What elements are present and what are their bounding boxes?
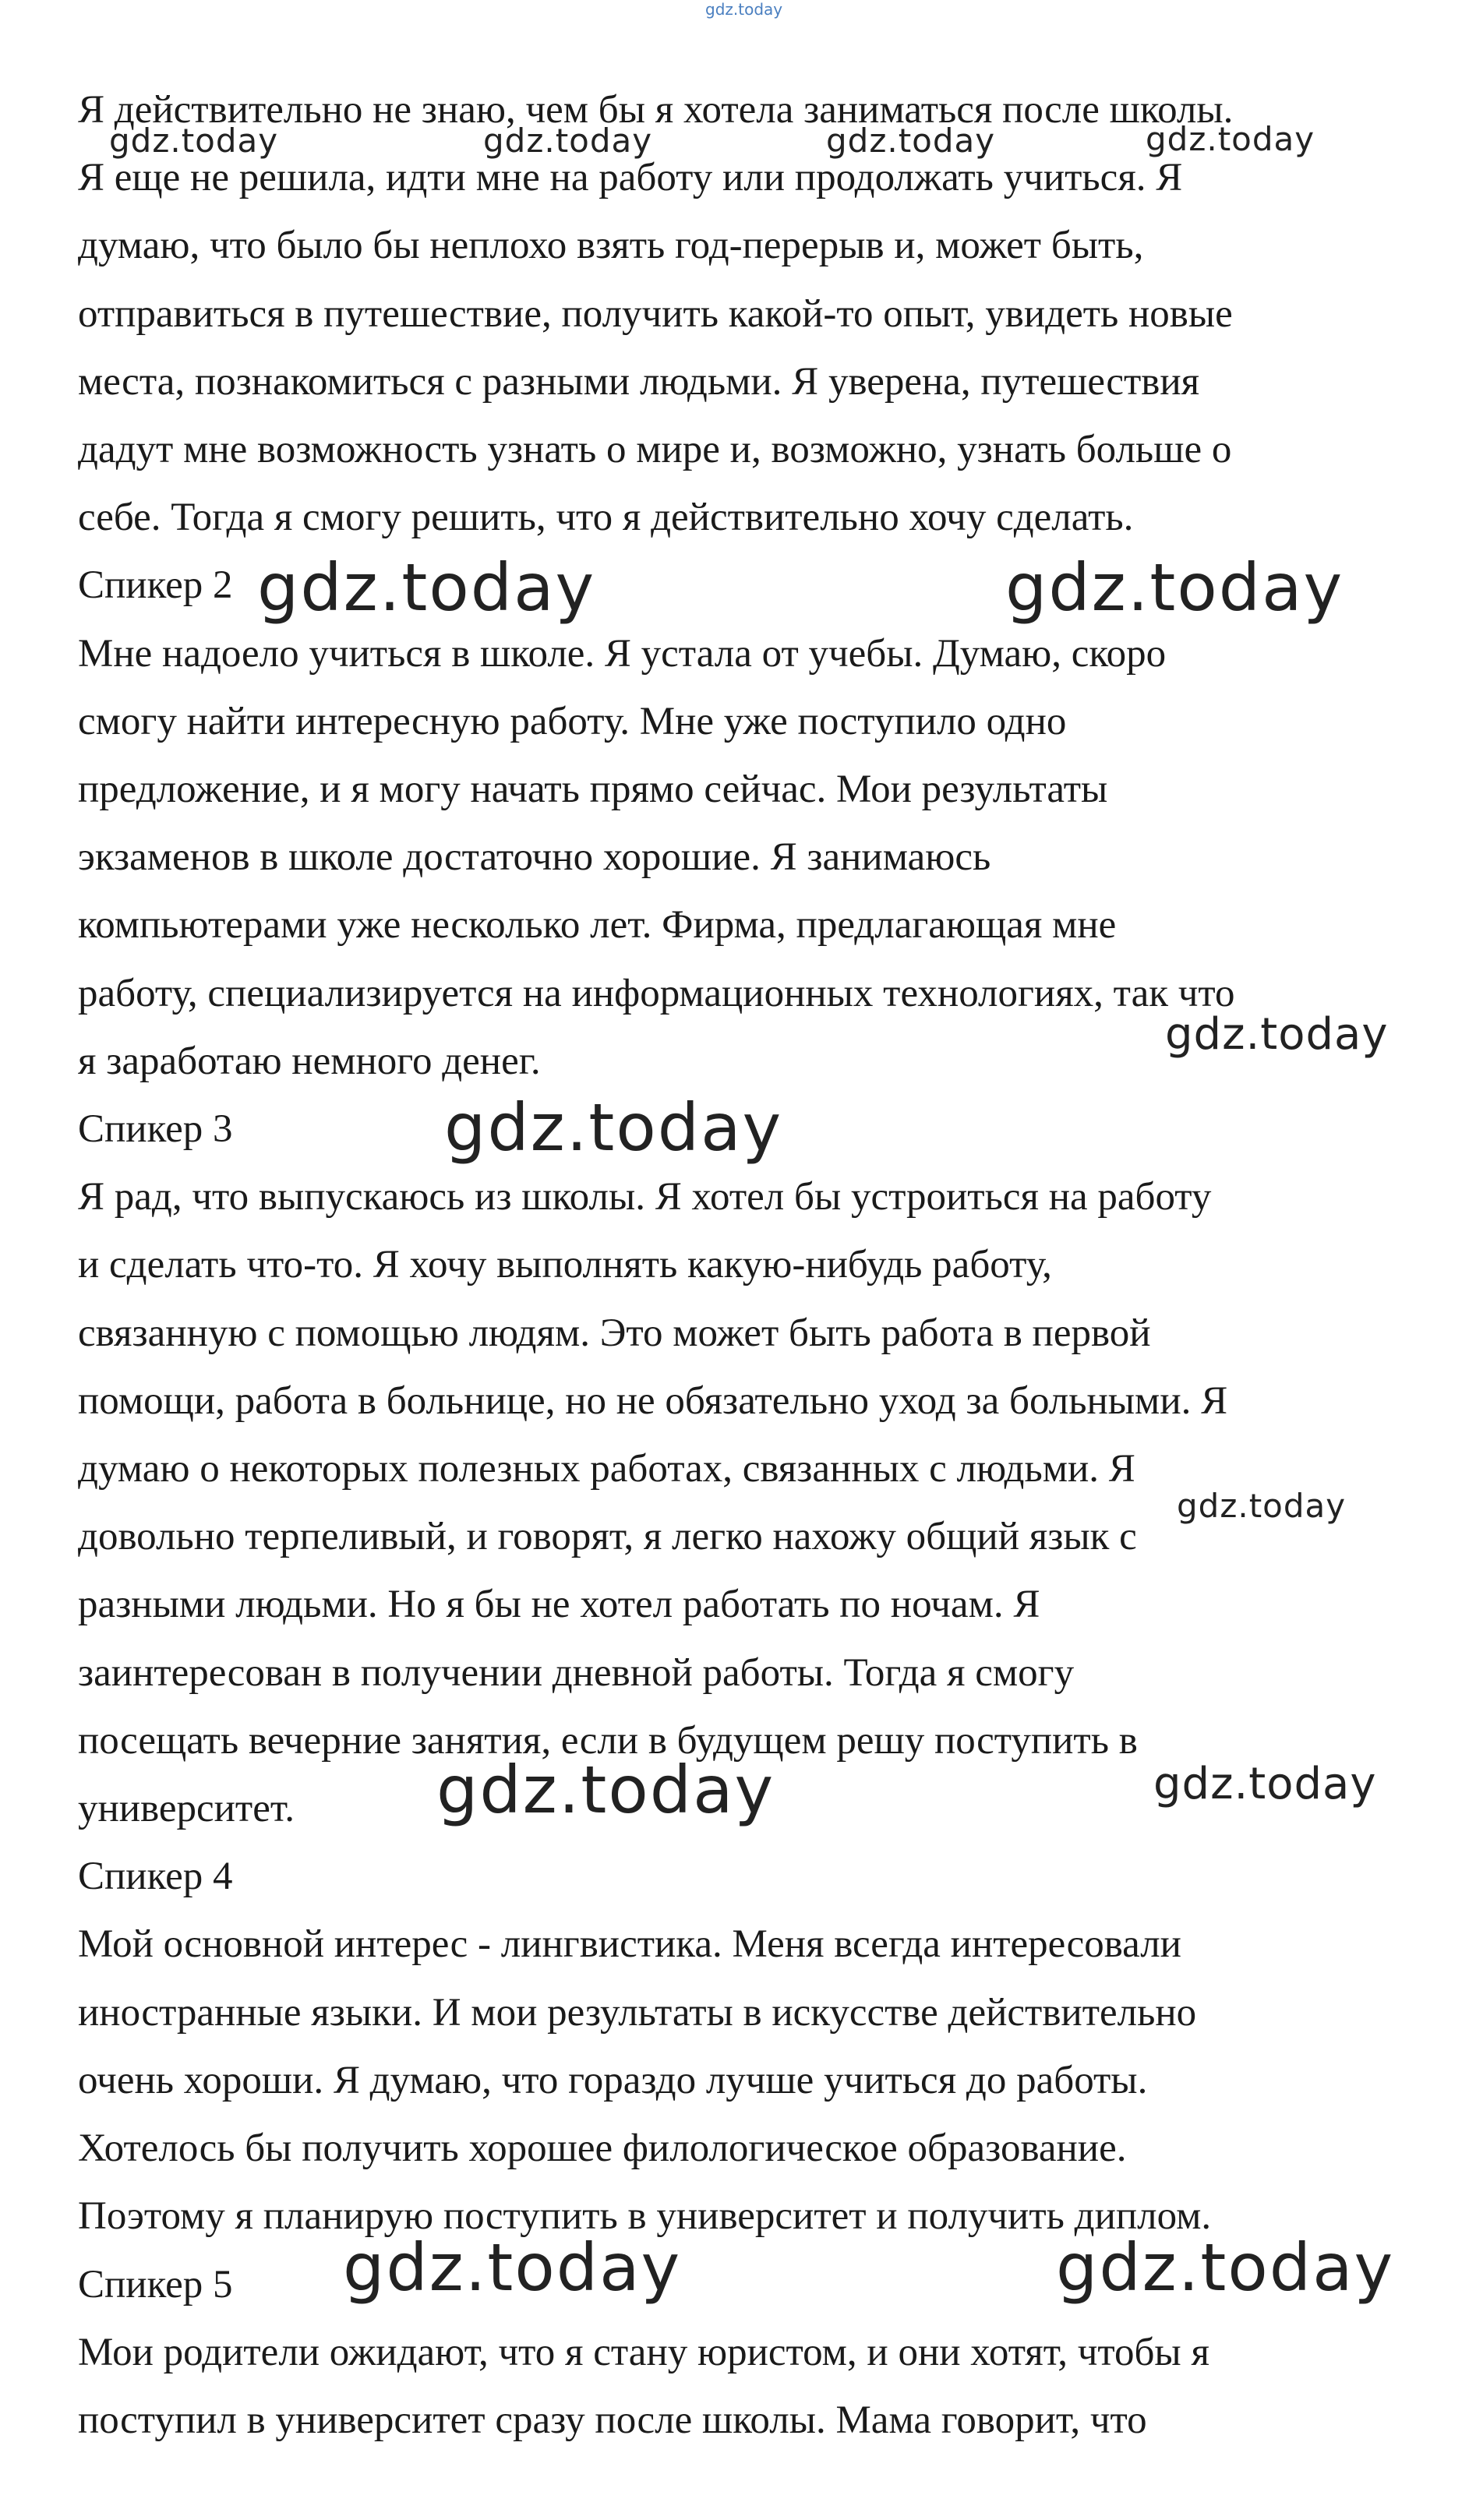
text-line: помощи, работа в больнице, но не обязательно уход за больными. Я [78,1378,1228,1423]
text-line: Я рад, что выпускаюсь из школы. Я хотел бы устроиться на работу [78,1175,1212,1219]
text-line: я заработаю немного денег. [78,1039,541,1083]
text-line: места, познакомиться с разными людьми. Я уверена, путешествия [78,359,1200,404]
text-line: и сделать что-то. Я хочу выполнять какую-нибудь работу, [78,1243,1052,1287]
text-line: думаю, что было бы неплохо взять год-перерыв и, может быть, [78,224,1144,268]
speaker-label: Спикер 5 [78,2262,233,2306]
body-paragraph [78,2319,1418,2455]
speaker-heading [78,1843,1418,1911]
watermark: gdz.today [109,122,279,160]
watermark: gdz.today [1153,1759,1377,1809]
text-line: иностранные языки. И мои результаты в искусстве действительно [78,1990,1197,2035]
watermark: gdz.today [483,122,653,160]
text-line: работу, специализируется на информационных технологиях, так что [78,971,1235,1015]
text-line: поступил в университет сразу после школы. Мама говорит, что [78,2398,1147,2442]
text-line: себе. Тогда я смогу решить, что я действительно хочу сделать. [78,496,1134,540]
text-line: смогу найти интересную работу. Мне уже поступило одно [78,699,1067,743]
text-line: посещать вечерние занятия, если в будущем решу поступить в [78,1718,1138,1763]
text-line: Я еще не решила, идти мне на работу или продолжать учиться. Я [78,156,1183,200]
text-line: связанную с помощью людям. Это может быть работа в первой [78,1311,1151,1355]
text-line: Хотелось бы получить хорошее филологическое образование. [78,2126,1127,2171]
text-line: довольно терпеливый, и говорят, я легко нахожу общий язык с [78,1515,1137,1559]
text-line: думаю о некоторых полезных работах, связанных с людьми. Я [78,1447,1135,1491]
text-line: компьютерами уже несколько лет. Фирма, предлагающая мне [78,903,1117,948]
watermark: gdz.today [343,2229,682,2306]
text-line: заинтересован в получении дневной работы. Тогда я смогу [78,1650,1075,1695]
text-line: разными людьми. Но я бы не хотел работать по ночам. Я [78,1583,1040,1627]
watermark: gdz.today [1146,120,1315,158]
text-line: отправиться в путешествие, получить какой-то опыт, увидеть новые [78,291,1233,336]
document-text [78,76,1418,2455]
text-line: дадут мне возможность узнать о мире и, возможно, узнать больше о [78,428,1232,472]
speaker-label: Спикер 2 [78,563,233,608]
text-line: предложение, и я могу начать прямо сейчас. Мои результаты [78,768,1108,812]
text-line: Мне надоело учиться в школе. Я устала от учебы. Думаю, скоро [78,631,1167,676]
watermark: gdz.today [826,122,996,160]
watermark: gdz.today [1177,1487,1347,1525]
text-line: очень хороши. Я думаю, что гораздо лучше учиться до работы. [78,2058,1148,2102]
body-paragraph [78,1911,1418,2250]
text-line: Я действительно не знаю, чем бы я хотела заниматься после школы. [78,88,1234,132]
watermark: gdz.today [705,0,783,19]
text-line: экзаменов в школе достаточно хорошие. Я занимаюсь [78,835,991,880]
watermark: gdz.today [257,549,596,626]
watermark: gdz.today [1005,549,1344,626]
watermark: gdz.today [1056,2229,1395,2306]
watermark: gdz.today [444,1089,783,1166]
text-line: университет. [78,1787,295,1831]
speaker-label: Спикер 4 [78,1855,233,1899]
watermark: gdz.today [1165,1009,1389,1060]
text-line: Поэтому я планирую поступить в университет и получить диплом. [78,2194,1212,2239]
watermark: gdz.today [436,1752,775,1828]
text-line: Мои родители ожидают, что я стану юристом, и они хотят, чтобы я [78,2330,1209,2374]
text-line: Мой основной интерес - лингвистика. Меня всегда интересовали [78,1922,1181,1967]
speaker-label: Спикер 3 [78,1107,233,1152]
